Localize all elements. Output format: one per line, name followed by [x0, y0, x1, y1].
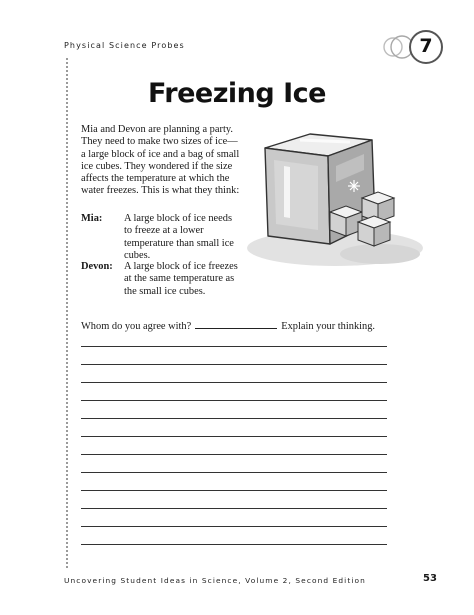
prompt-instruction: Explain your thinking.	[281, 321, 376, 332]
ice-cubes-illustration	[240, 126, 425, 276]
response-prompt	[81, 319, 401, 332]
opinion-text: A large block of ice needs to freeze at a lower temperature than small ice cubes.	[124, 213, 234, 261]
writing-line[interactable]	[81, 364, 387, 365]
writing-line[interactable]	[81, 454, 387, 455]
agree-blank[interactable]	[195, 319, 277, 329]
series-label: Physical Science Probes	[64, 41, 185, 50]
prompt-question: Whom do you agree with?	[81, 321, 192, 332]
writing-line[interactable]	[81, 382, 387, 383]
probe-number-badge	[376, 30, 446, 66]
probe-number: 7	[419, 35, 433, 57]
opinion-devon	[81, 261, 241, 301]
opinion-name: Mia:	[81, 213, 103, 224]
intro-paragraph: Mia and Devon are planning a party. They need to make two sizes of ice—a large block of ice and a bag of small ice cubes. They wondered if the size affects the temperature at which the water freezes. This is what they think:	[81, 124, 240, 197]
page-title: Freezing Ice	[148, 78, 326, 109]
writing-line[interactable]	[81, 544, 387, 545]
writing-line[interactable]	[81, 346, 387, 347]
opinion-mia	[81, 213, 241, 261]
writing-line[interactable]	[81, 526, 387, 527]
writing-line[interactable]	[81, 400, 387, 401]
writing-line[interactable]	[81, 472, 387, 473]
opinion-text: A large block of ice freezes at the same temperature as the small ice cubes.	[124, 261, 238, 297]
footer-book-title: Uncovering Student Ideas in Science, Volume 2, Second Edition	[64, 576, 366, 585]
margin-dotted-rule	[66, 58, 68, 568]
writing-line[interactable]	[81, 490, 387, 491]
writing-line[interactable]	[81, 508, 387, 509]
page-number: 53	[423, 573, 437, 584]
opinion-name: Devon:	[81, 261, 113, 272]
writing-line[interactable]	[81, 436, 387, 437]
writing-line[interactable]	[81, 418, 387, 419]
